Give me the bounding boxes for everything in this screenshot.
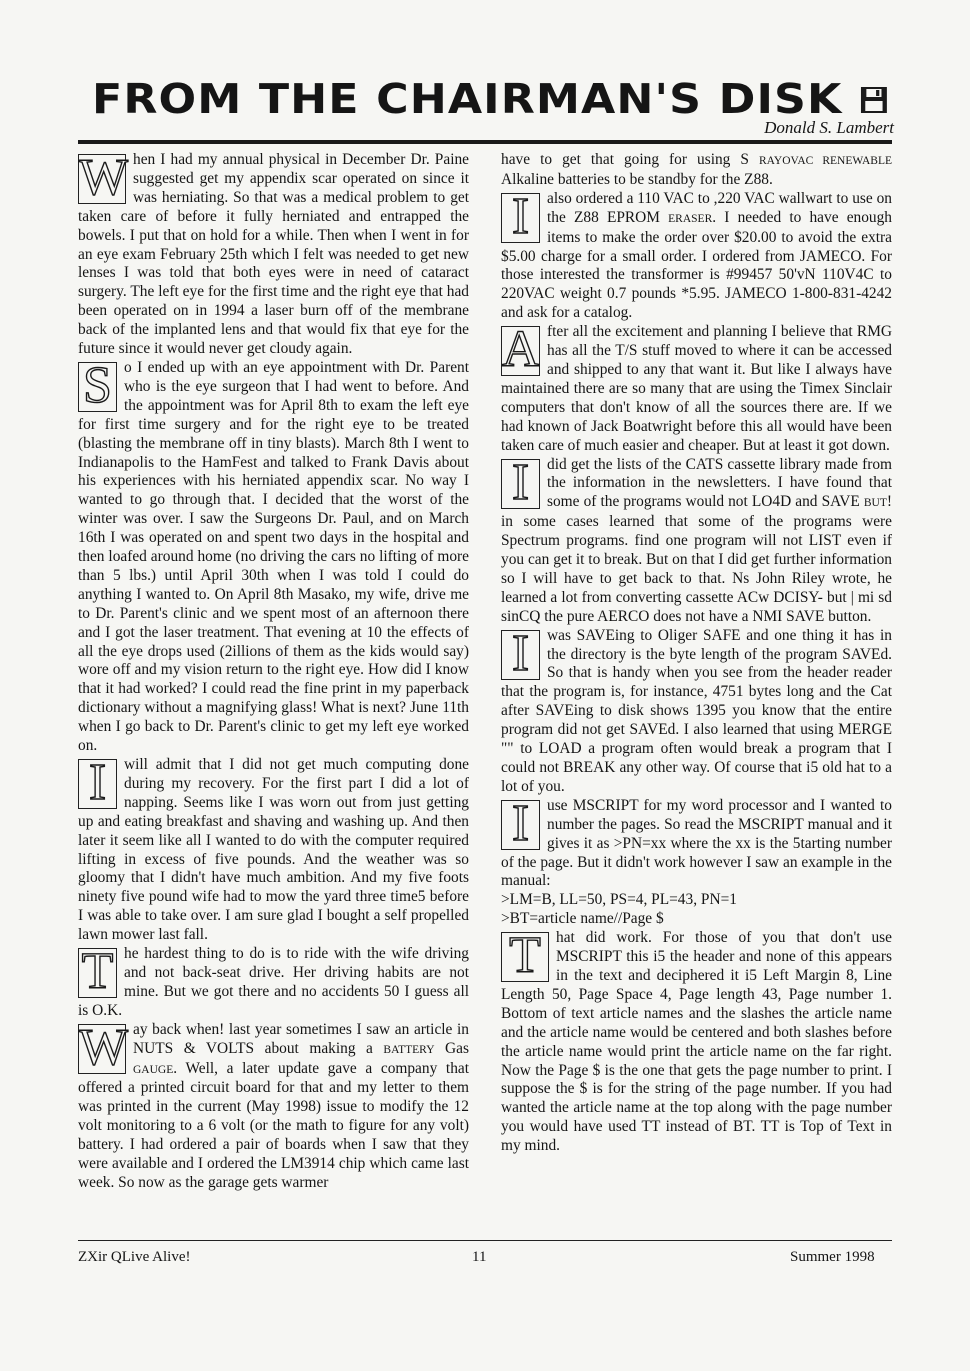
drop-cap: T <box>78 948 117 998</box>
paragraph: I will admit that I did not get much computing done during my recovery. For the first part I did a lot of napping. Seems like I was worn out from just getting up and eating breakfast and shaving and washing up. And then later it seem like all I wanted to do with the computer required lifting in excess of five pounds. And the weather was so gloomy that I didn't have much ambition. And my five foots ninety five pound wife had to mow the yard three time5 before I was able to take over. I am sure glad I bought a self propelled lawn mower last fall. <box>78 754 469 944</box>
paragraph: I was SAVEing to Oliger SAFE and one thing it has in the directory is the byte length of the program SAVEd. So that is handy when you see from the header reader that the program is, for instance, 4751 bytes long and the Cat after SAVEing to disk shows 1395 you know that the entire program did not get SAVEd. I also learned that using MERGE "" to LOAD a program often would break a program that I could not BREAK any other way. Of course that i5 old hat to a lot of you. <box>501 624 892 795</box>
paragraph: T he hardest thing to do is to ride with the wife driving and not back-seat drive. Her driving habits are not mine. But we got there and no accidents 50 I guess all is O.K. <box>78 943 469 1019</box>
paragraph: T hat did work. For those of you that don't use MSCRIPT this i5 the header and none of this appears in the text and deciphered it i5 Left Margin 8, Line Length 50, Page Space 4, Page length 43, Page number 1. Bottom of text article names and the slashes the article name and the article name would be centered and both slashes before the article name would print the article name on the far right. Now the Page $ is the one that gets the page number to print. I suppose the $ is for the string of the page number. If you had wanted the article name at the top along with the page number you would have used TT instead of BT. TT is Top of Text in my mind. <box>501 927 892 1155</box>
drop-cap: S <box>78 362 117 412</box>
paragraph: I use MSCRIPT for my word processor and I wanted to number the pages. So read the MSCRIPT manual and it gives it as >PN=xx where the xx is the 5tarting number of the page. But it didn't work however I saw an example in the manual: <box>501 794 892 890</box>
code-line: >LM=B, LL=50, PS=4, PL=43, PN=1 <box>501 891 737 909</box>
footer-issue-date: Summer 1998 <box>790 1249 875 1265</box>
drop-cap: I <box>501 193 540 243</box>
drop-cap: A <box>502 321 540 379</box>
footer-publication: ZXir QLive Alive! <box>78 1249 191 1265</box>
header-rule <box>78 140 892 144</box>
left-column <box>78 151 469 1193</box>
paragraph: I did get the lists of the CATS cassette library made from the information in the newsletters. I have found that some of the programs would not LO4D and SAVE BUT! in some cases learned that some of the programs were Spectrum programs. find one program will not LIST even if you can get it to break. But on that I did get further information so I will have to get back to that. Ns John Riley wrote, he learned a lot from converting cassette ACw DCISY- but | mi sd sinCQ the pure AERCO does not have a NMI SAVE button. <box>501 453 892 625</box>
paragraph: have to get that going for using S RAYOVAC RENEWABLE Alkaline batteries to be standby for the Z88. <box>501 151 892 188</box>
drop-cap: T <box>501 932 549 982</box>
author-byline: Donald S. Lambert <box>764 118 894 137</box>
title-text: FROM THE CHAIRMAN'S DISK <box>92 75 843 123</box>
paragraph: W ay back when! last year sometimes I saw an article in NUTS & VOLTS about making a BATTERY Gas GAUGE. Well, a later update gave a company that offered a printed circuit board for that and my letter to them was printed in the current (May 1998) issue to modify the 12 volt monitoring to a 6 volt (or the math to figure for any volt) battery. I had ordered a pair of boards when I saw that they were available and I ordered the LM3914 chip which came last week. So now as the garage gets warmer <box>78 1018 469 1191</box>
paragraph: I also ordered a 110 VAC to ,220 VAC wallwart to use on the Z88 EPROM ERASER. I needed to have enough items to make the order over $20.00 to avoid the extra $5.00 charge for a small order. I ordered from JAMECO. For those interested the transformer is #99457 50'vN 110V4C to 220VAC weight 0.7 pounds *5.95. JAMECO 1-800-831-4242 and ask for a catalog. <box>501 187 893 322</box>
drop-cap: W <box>79 149 129 206</box>
footer-rule <box>78 1240 892 1241</box>
right-column <box>501 151 892 1156</box>
drop-cap: I <box>78 759 117 809</box>
code-line: >BT=article name//Page $ <box>501 910 664 928</box>
page-title <box>92 76 956 122</box>
paragraph: A fter all the excitement and planning I believe that RMG has all the T/S stuff moved to where it can be accessed and shipped to any that want it. But like I always have maintained there are so many that are using the Timex Sinclair computers that don't know of all the sources there are. If we had known of Jack Boatwright before this all would have been taken care of much easier and cheaper. But at least it got down. <box>501 321 892 454</box>
drop-cap: W <box>79 1018 129 1076</box>
page-number: 11 <box>472 1249 487 1265</box>
paragraph: W hen I had my annual physical in December Dr. Paine suggested get my appendix scar operated on since it was herniating. So that was a medical problem to get taken care of before it fully herniated and entrapped the bowels. I put that on hold for a while. Then when I went in for an eye exam February 25th which I felt was needed to get new lenses I was told that both eyes were in need of cataract surgery. The left eye for the first time and the right eye that had been operated on in 1994 a laser burn off of the membrane back of the implanted lens and that would fix that eye for the future since it would never get cloudy again. <box>78 149 469 358</box>
drop-cap: I <box>501 630 540 680</box>
drop-cap: I <box>501 459 540 509</box>
floppy-disk-icon <box>860 86 888 114</box>
drop-cap: I <box>501 800 540 850</box>
paragraph: S o I ended up with an eye appointment with Dr. Parent who is the eye surgeon that I had went to before. And the appointment was for April 8th to exam the left eye for first time surgery and for the right eye to be treated (blasting the membrane off in tiny blasts). March 8th I went to Indianapolis to the HamFest and talked to Frank Davis about his experiences with his herniated appendix scar. No way I wanted to go through that. I decided that the worst of the winter was over. I saw the Surgeons Dr. Paul, and on March 16th I was operated on and spent two days in the hospital and then loafed around home (no driving the cars no lifting of more than 5 lbs.) until April 30th when I was told I could do anything I wanted to. On April 8th Masako, my wife, drive me to Dr. Parent's clinic and we spent most of an afternoon there and I got the laser treatment. That evening at 10 the effects of all the eye drops used (2illions of them as the kids would say) wore off and my vision return to the right eye. How did I know that it had worked? I could read the fine print in my paperback dictionary without a magnifying glass! What is next? June 11th when I go back to Dr. Parent's clinic to get my left eye worked on. <box>78 356 469 755</box>
